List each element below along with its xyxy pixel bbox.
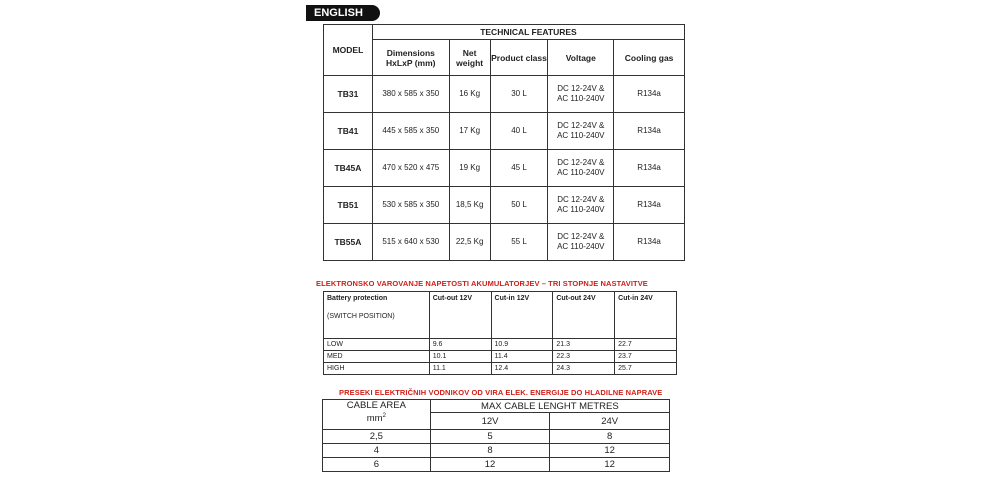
- dimensions-cell: 470 x 520 x 475: [372, 150, 449, 187]
- length-24v-cell: 12: [550, 444, 670, 458]
- net-weight-cell: 18,5 Kg: [449, 187, 490, 224]
- value-cell: 11.4: [491, 351, 553, 363]
- table-row: [324, 351, 677, 363]
- value-cell: 25.7: [615, 363, 677, 375]
- cooling-gas-header: Cooling gas: [614, 40, 685, 76]
- dimensions-cell: 530 x 585 x 350: [372, 187, 449, 224]
- net-weight-cell: 19 Kg: [449, 150, 490, 187]
- voltage-ac: AC 110-240V: [557, 131, 605, 140]
- model-cell: TB45A: [324, 150, 373, 187]
- cable-section-caption: PRESEKI ELEKTRIČNIH VODNIKOV OD VIRA ELEK. ENERGIJE DO HLADILNE NAPRAVE: [339, 388, 663, 397]
- technical-features-header: TECHNICAL FEATURES: [372, 25, 684, 40]
- cooling-gas-cell: R134a: [614, 113, 685, 150]
- cut-out-12v-header: Cut-out 12V: [429, 292, 491, 339]
- voltage-dc: DC 12-24V &: [557, 84, 605, 93]
- voltage-ac: AC 110-240V: [557, 168, 605, 177]
- model-cell: TB55A: [324, 224, 373, 261]
- voltage-dc: DC 12-24V &: [557, 158, 605, 167]
- value-cell: 11.1: [429, 363, 491, 375]
- cooling-gas-cell: R134a: [614, 150, 685, 187]
- value-cell: 10.1: [429, 351, 491, 363]
- battery-protection-table: [323, 291, 677, 375]
- cable-area-cell: 6: [323, 458, 431, 472]
- product-class-cell: 30 L: [490, 76, 548, 113]
- voltage-dc: DC 12-24V &: [557, 232, 605, 241]
- net-weight-cell: 22,5 Kg: [449, 224, 490, 261]
- voltage-12v-header: 12V: [430, 413, 550, 430]
- table-row: [324, 339, 677, 351]
- net-weight-cell: 17 Kg: [449, 113, 490, 150]
- voltage-cell: [548, 113, 614, 150]
- voltage-dc: DC 12-24V &: [557, 195, 605, 204]
- length-24v-cell: 12: [550, 458, 670, 472]
- cable-area-unit-superscript: 2: [382, 413, 386, 419]
- value-cell: 23.7: [615, 351, 677, 363]
- voltage-cell: [548, 150, 614, 187]
- cooling-gas-cell: R134a: [614, 224, 685, 261]
- cut-out-24v-header: Cut-out 24V: [553, 292, 615, 339]
- cable-area-title: CABLE AREA: [346, 400, 406, 411]
- table-row: [324, 150, 685, 187]
- value-cell: 10.9: [491, 339, 553, 351]
- table-row: [324, 224, 685, 261]
- dimensions-cell: 380 x 585 x 350: [372, 76, 449, 113]
- value-cell: 22.3: [553, 351, 615, 363]
- voltage-ac: AC 110-240V: [557, 242, 605, 251]
- switch-position-cell: HIGH: [324, 363, 430, 375]
- battery-protection-caption: ELEKTRONSKO VAROVANJE NAPETOSTI AKUMULATORJEV – TRI STOPNJE NASTAVITVE: [316, 279, 648, 288]
- cooling-gas-cell: R134a: [614, 76, 685, 113]
- value-cell: 21.3: [553, 339, 615, 351]
- switch-position-cell: LOW: [324, 339, 430, 351]
- value-cell: 24.3: [553, 363, 615, 375]
- voltage-ac: AC 110-240V: [557, 94, 605, 103]
- cable-area-header: [323, 400, 431, 430]
- table-row: [323, 444, 670, 458]
- table-row: [323, 458, 670, 472]
- table-row: [324, 113, 685, 150]
- product-class-cell: 55 L: [490, 224, 548, 261]
- model-cell: TB31: [324, 76, 373, 113]
- product-class-cell: 45 L: [490, 150, 548, 187]
- voltage-dc: DC 12-24V &: [557, 121, 605, 130]
- voltage-ac: AC 110-240V: [557, 205, 605, 214]
- table-row: [324, 363, 677, 375]
- table-row: [324, 187, 685, 224]
- battery-protection-title: Battery protection: [327, 295, 388, 302]
- dimensions-cell: 445 x 585 x 350: [372, 113, 449, 150]
- language-label: ENGLISH: [306, 5, 380, 21]
- model-header: MODEL: [324, 25, 373, 76]
- switch-position-cell: MED: [324, 351, 430, 363]
- cooling-gas-cell: R134a: [614, 187, 685, 224]
- value-cell: 9.6: [429, 339, 491, 351]
- value-cell: 12.4: [491, 363, 553, 375]
- voltage-header: Voltage: [548, 40, 614, 76]
- length-12v-cell: 8: [430, 444, 550, 458]
- cable-area-cell: 2,5: [323, 430, 431, 444]
- voltage-cell: [548, 224, 614, 261]
- voltage-cell: [548, 187, 614, 224]
- battery-protection-header: [324, 292, 430, 339]
- table-row: [323, 430, 670, 444]
- dimensions-header: Dimensions HxLxP (mm): [372, 40, 449, 76]
- max-cable-length-header: MAX CABLE LENGHT METRES: [430, 400, 669, 413]
- cut-in-24v-header: Cut-in 24V: [615, 292, 677, 339]
- length-24v-cell: 8: [550, 430, 670, 444]
- product-class-cell: 40 L: [490, 113, 548, 150]
- length-12v-cell: 5: [430, 430, 550, 444]
- cut-in-12v-header: Cut-in 12V: [491, 292, 553, 339]
- product-class-header: Product class: [490, 40, 548, 76]
- voltage-24v-header: 24V: [550, 413, 670, 430]
- table-row: [324, 76, 685, 113]
- product-class-cell: 50 L: [490, 187, 548, 224]
- net-weight-cell: 16 Kg: [449, 76, 490, 113]
- length-12v-cell: 12: [430, 458, 550, 472]
- value-cell: 22.7: [615, 339, 677, 351]
- cable-area-unit: mm: [366, 413, 383, 425]
- cable-length-table: [322, 399, 670, 472]
- net-weight-header: Net weight: [449, 40, 490, 76]
- cable-area-cell: 4: [323, 444, 431, 458]
- model-cell: TB51: [324, 187, 373, 224]
- model-cell: TB41: [324, 113, 373, 150]
- dimensions-cell: 515 x 640 x 530: [372, 224, 449, 261]
- switch-position-label: (SWITCH POSITION): [327, 313, 395, 320]
- technical-features-table: [323, 24, 685, 261]
- voltage-cell: [548, 76, 614, 113]
